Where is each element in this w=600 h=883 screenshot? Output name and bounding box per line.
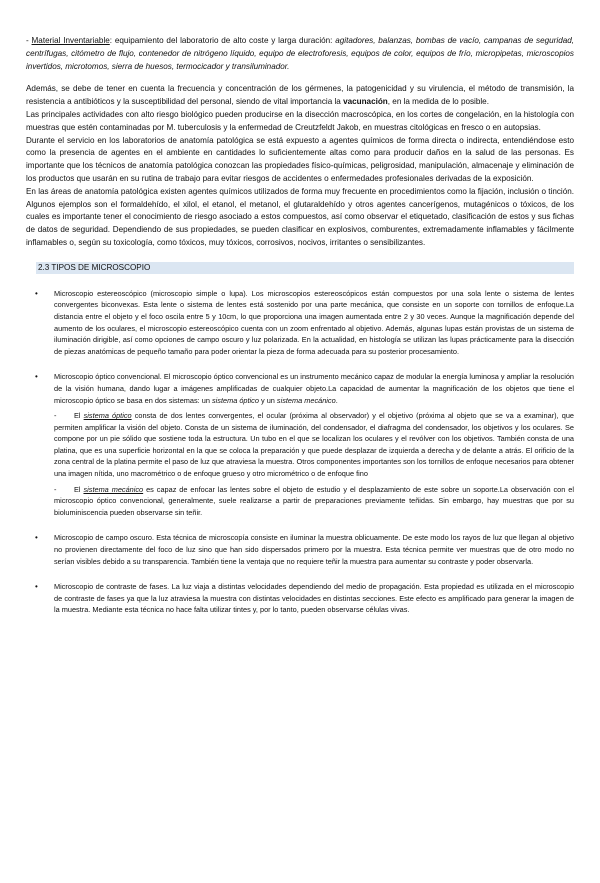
paragraph-vacunacion	[26, 83, 574, 109]
term-sistema-mecanico: sistema mecánico	[276, 395, 336, 405]
bullet-icon: •	[35, 288, 38, 298]
bullet-icon: •	[35, 533, 38, 543]
paragraph-text: Además, se debe de tener en cuenta la frecuencia y concentración de los gérmenes, la patogenicidad y su virulencia, el método de transmisión, la resistencia a antibióticos y la susceptibilidad del personal, siendo de vital importancia la	[26, 84, 574, 107]
sistema-mecanico-term: sistema mecánico	[83, 484, 144, 494]
paragraph-riesgo-biologico: Las principales actividades con alto riesgo biológico pueden producirse en la disección macroscópica, en los cortes de congelación, en la histología con muestras que estén contaminadas por M. tuberculosis y la enfermedad de Creutzfeldt Jakob, en muestras citológicas en fresco o en autopsias.	[26, 109, 574, 132]
term-sistema-optico: sistema óptico	[211, 395, 259, 405]
bullet-icon: •	[35, 582, 38, 592]
text-segment: es capaz de enfocar las lentes sobre el objeto de estudio y el desplazamiento de este sobre un soporte.La observación con el microscopio óptico convencional, generalmente, suele realizarse a partir de preparaciones previamente teñidas. Sin embargo, hay muestras que por su bioluminiscencia pueden observarse sin teñir.	[54, 484, 574, 517]
sub-item-sistema-mecanico	[54, 484, 574, 519]
list-item-text: Microscopio estereoscópico (microscopio simple o lupa). Los microscopios estereoscópicos están compuestos por una sola lente o sistema de lentes convergentes biconvexas. Esta lente o sistema de lentes está sostenido por una parte mecánica, que consiste en un soporte con tornillos de enfoque.La distancia entre el objeto y el foco oscila entre 5 y 10cm, lo que proporciona una imagen aumentada entre 2 y 30 veces. Aunque la magnificación depende del aumento de los oculares, el microscopio estereoscópico cuenta con un zoom enfrentado al objetivo. Además, algunas lupas están provistas de un sistema de iluminación dirigible, así como opciones de campo oscuro y luz polarizada. En la actualidad, en histología se utilizan las lupas prácticamente para la disección de piezas anatómicas de pequeño tamaño para poder orientar la pieza de forma adecuada para su posterior procesamiento.	[54, 288, 574, 356]
text-segment: consta de dos lentes convergentes, el ocular (próxima al observador) y el objetivo (próxima al objeto que se va a examinar), que permiten amplificar la visión del objeto. Consta de un sistema de iluminación, del condensador, el diafragma del condensador, los objetivos y los oculares. Se compone por un pie sólido que sostiene toda la estructura. Un tubo en el que se localizan los oculares y el revólver con los objetivos. También consta de una platina, que es una superficie horizontal en la que se coloca la preparación y que puede desplazar de izquierda a derecha y de delante a atrás. El orificio de la zona central de la platina permite el paso de luz que atraviesa la muestra. Otros componentes importantes son los tornillos de enfoque necesarios para obtener una imagen nítida, uno macrométrico o de enfoque grueso y otro micrométrico o de enfoque fino	[54, 411, 574, 479]
paragraph-ejemplos-quimicos: En las áreas de anatomía patológica existen agentes químicos utilizados de forma muy frecuente en procedimientos como la fijación, inclusión o tinción. Algunos ejemplos son el formaldehído, el xilol, el etanol, el metanol, el glutaraldehído y otros agentes cancerígenos, mutagénicos o tóxicos, de los cuales es importante tener el conocimiento de riesgo asociado a estos compuestos, así como observar el etiquetado, clasificación de estos y sus fichas de datos de seguridad. Dependiendo de sus propiedades, se pueden clasificar en explosivos, comburentes, extremadamente inflamables y fácilmente inflamables o, según su toxicología, como tóxicos, muy tóxicos, corrosivos, nocivos, irritantes o sensibilizantes.	[26, 186, 574, 247]
text-segment: El	[74, 484, 84, 494]
material-inventariable-term: Material Inventariable	[31, 36, 110, 45]
list-item-text	[54, 371, 574, 406]
list-item-text: Microscopio de campo oscuro. Esta técnica de microscopía consiste en iluminar la muestra oblicuamente. De este modo los rayos de luz que llegan al objetivo no provienen directamente del foco de luz sino que han sido dispersados primero por la muestra. Esta técnica permite ver muestras que de otro modo no serían visibles debido a su transparencia. También tiene la ventaja que no requiere teñir la muestra para aumentar su contraste y poder observarla.	[54, 533, 574, 566]
list-item-contraste-fases	[26, 581, 574, 616]
sub-item-sistema-optico	[54, 410, 574, 480]
text-segment: El	[74, 411, 84, 421]
list-item-text: Microscopio de contraste de fases. La luz viaja a distintas velocidades dependiendo del medio de propagación. Esta propiedad es utilizada en el microscopio de contraste de fases ya que la luz atraviesa la muestra con distintas velocidades en distintas secciones. Este efecto es amplificado para generar la imagen de la muestra. Mediante esta técnica no hace falta utilizar tintes y, por lo tanto, pueden observarse células vivas.	[54, 582, 574, 615]
sistema-optico-term: sistema óptico	[83, 411, 132, 421]
list-item-campo-oscuro	[26, 532, 574, 567]
bullet-icon: •	[35, 372, 38, 382]
paragraph-text: , en la medida de lo posible.	[387, 97, 489, 107]
material-inventariable-items: agitadores, balanzas, bombas de vacío, campanas de seguridad, centrífugas, citómetro de flujo, contenedor de nitrógeno líquido, equipo de electroforesis, equipos de color, equipos de frío, micropipetas, microscopios invertidos, microtomos, sierra de huesos, termocicador y transiluminador.	[26, 36, 575, 71]
text-segment: y un	[258, 395, 277, 405]
section-heading: 2.3 TIPOS DE MICROSCOPIO	[36, 262, 574, 274]
text-segment: .	[335, 395, 338, 405]
material-inventariable-paragraph	[26, 35, 574, 73]
list-item-estereoscopico	[26, 288, 574, 358]
sub-dash: -	[54, 484, 57, 494]
list-dash: -	[26, 36, 32, 45]
text-segment: Microscopio óptico convencional. El microscopio óptico convencional es un instrumento mecánico capaz de modular la energía luminosa y ampliar la resolución de la visión humana, dando lugar a imágenes amplificadas de cualquier objeto.La capacidad de aumentar la magnificación de los objetos que tiene el microscopio óptico se basa en dos sistemas: un	[54, 372, 574, 405]
list-item-optico	[26, 371, 574, 518]
paragraph-agentes-quimicos: Durante el servicio en los laboratorios de anatomía patológica se está expuesto a agentes químicos de forma directa o indirecta, entendiéndose esto como la presencia de agentes en el ambiente en cantidades lo suficientemente altas como para producir daños en la salud de las personas. Es importante que los técnicos de anatomía patológica conozcan las propiedades físico-químicas, peligrosidad, manipulación, almacenaje y eliminación de los productos que usarán en su rutina de trabajo para evitar riesgos de accidentes o enfermedades profesionales derivadas de la exposición.	[26, 135, 574, 183]
material-inventariable-lead: : equipamiento del laboratorio de alto coste y larga duración:	[109, 36, 336, 45]
vacunacion-term: vacunación	[343, 97, 388, 107]
sub-dash: -	[54, 411, 57, 421]
document-page	[0, 35, 600, 883]
